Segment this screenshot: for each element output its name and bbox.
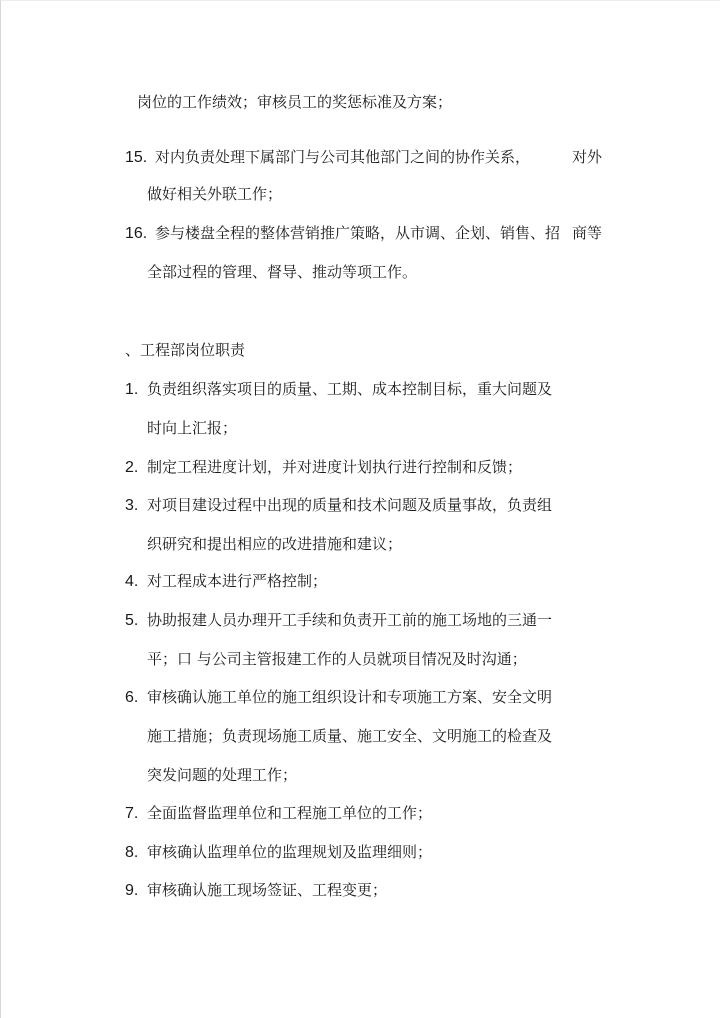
item-text: 审核确认施工现场签证、工程变更；: [147, 881, 388, 899]
item-text-continued: 施工措施；负责现场施工质量、施工安全、文明施工的检查及: [147, 727, 553, 745]
item-number: 4.: [125, 573, 139, 590]
list-item-9: [125, 880, 387, 901]
list-item-1: [125, 379, 552, 400]
item-text-continued: 突发问题的处理工作；: [147, 766, 298, 784]
item-text-continued: 时向上汇报；: [147, 419, 238, 437]
list-item-3: [125, 495, 552, 516]
item-number: 6.: [125, 689, 139, 706]
item-number: 15.: [125, 149, 148, 166]
list-item-15: [125, 147, 530, 168]
section-heading: 、工程部岗位职责: [125, 341, 246, 359]
item-number: 8.: [125, 844, 139, 861]
intro-tail-text: 岗位的工作绩效；审核员工的奖惩标准及方案；: [137, 93, 453, 111]
item-text: 对工程成本进行严格控制；: [147, 572, 328, 590]
item-number: 7.: [125, 805, 139, 822]
list-item-7: [125, 803, 432, 824]
list-item-2: [125, 457, 522, 478]
item-number: 3.: [125, 497, 139, 514]
item-number: 9.: [125, 882, 139, 899]
list-item-6: [125, 687, 552, 708]
item-text: 对内负责处理下属部门与公司其他部门之间的协作关系，: [155, 148, 531, 166]
item-number: 5.: [125, 612, 139, 629]
item-number: 1.: [125, 381, 139, 398]
item-text: 协助报建人员办理开工手续和负责开工前的施工场地的三通一: [147, 611, 553, 629]
item-text-continued: 全部过程的管理、督导、推动等项工作。: [147, 263, 418, 281]
item-text-continued: 织研究和提出相应的改进措施和建议；: [147, 535, 403, 553]
item-text-tail: 对外: [572, 148, 603, 166]
item-number: 16.: [125, 225, 148, 242]
list-item-16: [125, 223, 560, 244]
item-text: 审核确认监理单位的监理规划及监理细则；: [147, 843, 433, 861]
item-text: 全面监督监理单位和工程施工单位的工作；: [147, 804, 433, 822]
item-text-continued: 做好相关外联工作；: [147, 185, 283, 203]
item-text: 对项目建设过程中出现的质量和技术问题及质量事故，负责组: [147, 496, 553, 514]
item-text: 制定工程进度计划，并对进度计划执行进行控制和反馈；: [147, 458, 523, 476]
item-text-continued: 平；口 与公司主管报建工作的人员就项目情况及时沟通；: [147, 650, 527, 668]
item-text: 负责组织落实项目的质量、工期、成本控制目标，重大问题及: [147, 380, 553, 398]
list-item-8: [125, 842, 432, 863]
item-text: 审核确认施工单位的施工组织设计和专项施工方案、安全文明: [147, 688, 553, 706]
item-number: 2.: [125, 459, 139, 476]
list-item-5: [125, 610, 552, 631]
item-text-tail: 商等: [572, 224, 603, 242]
item-text: 参与楼盘全程的整体营销推广策略，从市调、企划、销售、招: [155, 224, 561, 242]
list-item-4: [125, 571, 327, 592]
